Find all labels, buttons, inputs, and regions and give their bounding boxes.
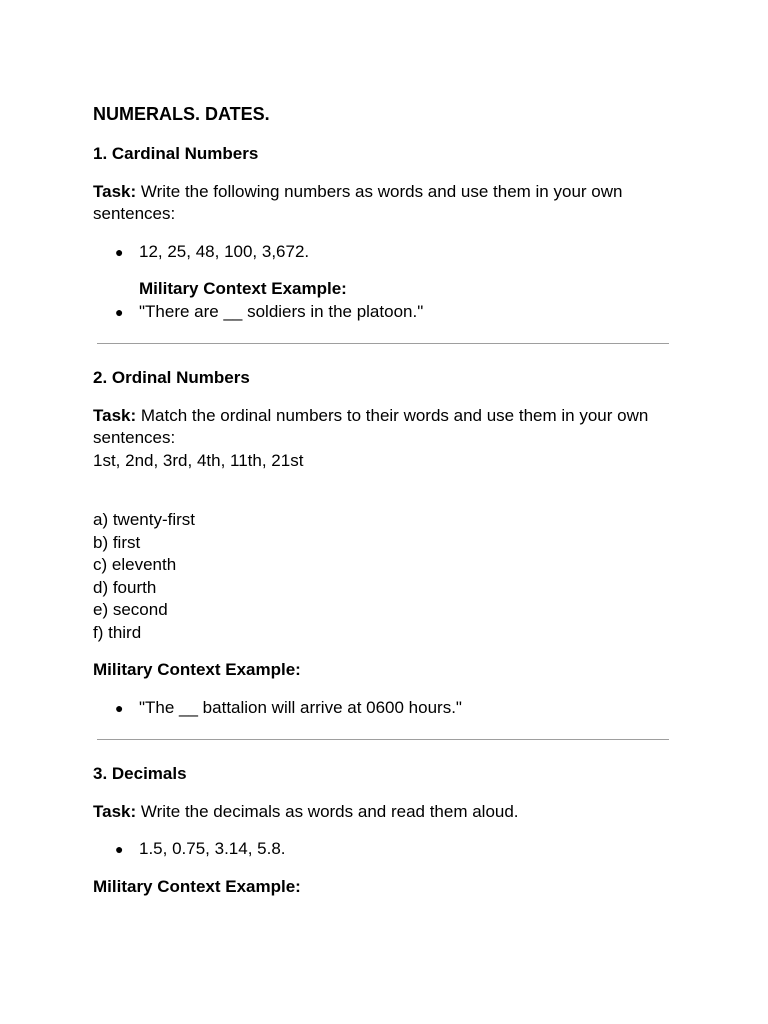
task-label: Task: [93, 405, 137, 425]
option-item: d) fourth [93, 577, 157, 597]
bullet-icon: ● [115, 303, 124, 320]
task-paragraph-decimals [93, 801, 673, 824]
section-heading-decimals: 3. Decimals [93, 764, 187, 783]
bullet-list-decimals [93, 838, 673, 861]
bullet-icon: ● [115, 243, 124, 260]
list-item-text: 12, 25, 48, 100, 3,672. [139, 241, 310, 261]
ordinals-line: 1st, 2nd, 3rd, 4th, 11th, 21st [93, 450, 304, 470]
task-text: Write the decimals as words and read them aloud. [136, 801, 519, 821]
list-item [93, 697, 673, 720]
task-text: Write the following numbers as words and use them in your own sentences: [93, 181, 623, 223]
option-item: c) eleventh [93, 555, 177, 574]
list-item-text: 1.5, 0.75, 3.14, 5.8. [139, 839, 286, 858]
task-label: Task: [93, 801, 137, 821]
example-label-decimals: Military Context Example: [93, 876, 301, 896]
option-item: e) second [93, 600, 168, 619]
section-heading-cardinal: 1. Cardinal Numbers [93, 144, 259, 163]
option-item: f) third [93, 622, 142, 642]
option-item: b) first [93, 532, 141, 552]
list-item [93, 838, 673, 861]
example-label-cardinal: Military Context Example: [139, 279, 347, 298]
bullet-list-cardinal-example [93, 301, 673, 324]
list-item [93, 241, 673, 264]
divider [97, 343, 669, 344]
list-item-text: "There are __ soldiers in the platoon." [139, 301, 424, 321]
spacer [93, 494, 673, 509]
bullet-list-cardinal [93, 241, 673, 264]
bullet-icon: ● [115, 841, 124, 857]
list-item-text: "The __ battalion will arrive at 0600 hours." [139, 697, 462, 717]
list-item [93, 301, 673, 324]
task-label: Task: [93, 181, 137, 201]
task-paragraph-cardinal [93, 181, 673, 226]
options-list [93, 509, 673, 644]
example-label-ordinal: Military Context Example: [93, 660, 301, 679]
option-item: a) twenty-first [93, 510, 196, 529]
divider [97, 739, 669, 740]
page-title: NUMERALS. DATES. [93, 104, 270, 124]
bullet-list-ordinal [93, 697, 673, 720]
bullet-icon: ● [115, 699, 124, 716]
task-text: Match the ordinal numbers to their words and use them in your own sentences: [93, 405, 649, 447]
document-content [93, 102, 673, 898]
spacer [93, 472, 673, 494]
task-paragraph-ordinal [93, 405, 673, 450]
section-heading-ordinal: 2. Ordinal Numbers [93, 368, 250, 387]
